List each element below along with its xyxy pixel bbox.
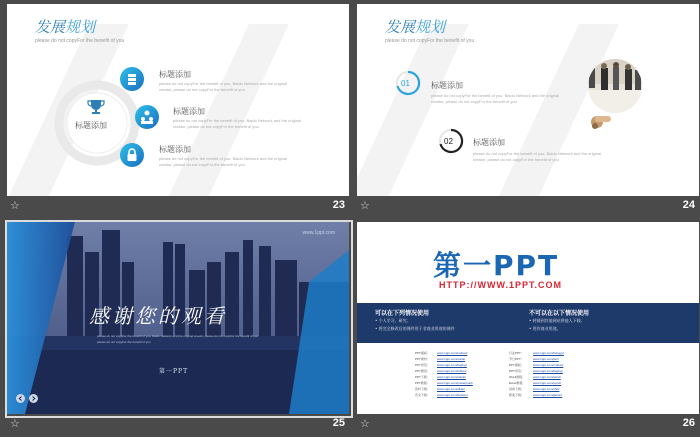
resource-link[interactable]: www.1ppt.com/jiaoan/ — [533, 393, 563, 397]
watermark-stripe — [357, 24, 469, 196]
brand-label: 第一PPT — [159, 368, 189, 375]
resource-link-label: PPT教程： — [415, 381, 430, 385]
resource-link-label: 试卷下载： — [509, 387, 525, 391]
item-1-circle — [120, 67, 144, 91]
resource-link[interactable]: www.1ppt.com/powerpoint/ — [437, 381, 473, 385]
resource-link-label: Excel教程： — [509, 381, 526, 385]
brand-url: HTTP://WWW.1PPT.COM — [439, 280, 562, 290]
slide-number: 23 — [332, 199, 345, 211]
resource-link-label: 节日PPT： — [509, 357, 524, 361]
team-icon — [135, 105, 159, 129]
thanks-subtext-2: please do not copyFor the benefit of you — [97, 340, 151, 344]
slide-title: 发展规划 — [385, 18, 446, 36]
center-label: 标题添加 — [75, 121, 107, 130]
can-use-title: 可以在下列情况使用 — [375, 310, 430, 317]
item-2-circle — [135, 105, 159, 129]
can-use-item: • 将完全修改后的课件用于非商业用途的课件 — [375, 326, 455, 331]
slide-25-footer — [7, 414, 349, 434]
resource-link-label: PPT下载： — [415, 375, 430, 379]
lock-icon — [120, 143, 144, 167]
slide-24-canvas — [357, 4, 699, 196]
item-3-circle — [120, 143, 144, 167]
resource-link-label: PPT模板： — [509, 363, 524, 367]
slide-thumbnail-26[interactable] — [357, 222, 699, 434]
cannot-use-item: • 转载到其他网站供他人下载； — [529, 318, 585, 323]
star-icon[interactable]: ☆ — [10, 199, 20, 212]
resource-link[interactable]: www.1ppt.com/shiti/ — [533, 387, 560, 391]
resource-link-label: 行业PPT： — [509, 351, 524, 355]
item-1-label: 标题添加 — [159, 70, 191, 79]
thanks-subtext: please do not copyFor the benefit of you, Baidu Network and the original creator, please do not copyFor the benefit of you — [97, 334, 259, 338]
resource-link-label: 范文下载： — [415, 393, 431, 397]
trophy-icon — [87, 99, 105, 115]
slide-26-footer — [357, 414, 699, 434]
resource-link[interactable]: www.1ppt.com/moban/ — [533, 363, 564, 367]
thanks-heading: 感谢您的观看 — [89, 304, 227, 328]
item-1-desc: please do not copyFor the benefit of you, Baidu Network and the original creator, please do not copyFor the benefit of you — [159, 81, 288, 92]
slide-thumbnail-25[interactable] — [7, 222, 349, 434]
can-use-item: • 个人学习、研究； — [375, 318, 411, 323]
website-url: www.1ppt.com — [302, 230, 335, 236]
item-3-label: 标题添加 — [159, 145, 191, 154]
item-1-desc: please do not copyFor the benefit of you, Baidu Network and the original creator, please do not copyFor the benefit of you — [431, 93, 560, 104]
usage-band — [357, 303, 699, 343]
resource-link[interactable]: www.1ppt.com/xiazai/ — [437, 375, 466, 379]
slide-24-footer — [357, 196, 699, 216]
slide-number: 25 — [332, 417, 345, 429]
resource-link[interactable]: www.1ppt.com/hangye/ — [533, 351, 565, 355]
business-meeting-photo — [585, 56, 645, 146]
star-icon[interactable]: ☆ — [360, 417, 370, 430]
slide-23-footer — [7, 196, 349, 216]
slide-thumbnail-24[interactable] — [357, 4, 699, 216]
star-icon[interactable]: ☆ — [360, 199, 370, 212]
chevron-left-icon — [18, 396, 23, 401]
slide-subtitle: please do not copyFor the benefit of you — [385, 38, 475, 44]
cannot-use-item: • 用作商业用途。 — [529, 326, 561, 331]
slide-26-canvas — [357, 222, 699, 414]
resource-link-label: PPT素材： — [415, 357, 430, 361]
resource-link[interactable]: www.1ppt.com/ziliao/ — [437, 387, 466, 391]
brand-logo: 第一PPT — [433, 249, 560, 282]
star-icon[interactable]: ☆ — [10, 417, 20, 430]
resource-link-label: PPT背景： — [415, 363, 430, 367]
slide-number: 26 — [682, 417, 695, 429]
resource-link[interactable]: www.1ppt.com/word/ — [533, 375, 561, 379]
slide-subtitle: please do not copyFor the benefit of you — [35, 38, 125, 44]
item-2-label: 标题添加 — [473, 138, 505, 147]
resource-link-label: 教案下载： — [509, 393, 525, 397]
item-2-label: 标题添加 — [173, 107, 205, 116]
resource-link[interactable]: www.1ppt.com/sucai/ — [437, 357, 466, 361]
item-2-desc: please do not copyFor the benefit of you, Baidu Network and the original creator, please do not copyFor the benefit of you — [473, 151, 602, 162]
resource-link-label: PPT背景： — [509, 369, 524, 373]
resource-link-label: PPT模板： — [415, 351, 430, 355]
cannot-use-title: 不可以在以下情况使用 — [529, 310, 590, 317]
slide-thumbnail-23[interactable] — [7, 4, 349, 216]
slide-number: 24 — [682, 199, 695, 211]
item-2-number: 02 — [444, 137, 453, 146]
resource-link[interactable]: www.1ppt.com/beijing/ — [533, 369, 563, 373]
resource-link[interactable]: www.1ppt.com/moban/ — [437, 351, 468, 355]
resource-link[interactable]: www.1ppt.com/tubiao/ — [437, 369, 467, 373]
resource-link[interactable]: www.1ppt.com/excel/ — [533, 381, 562, 385]
server-icon — [120, 67, 144, 91]
resource-link[interactable]: www.1ppt.com/fanwen/ — [437, 393, 468, 397]
item-1-number: 01 — [401, 79, 410, 88]
resource-link[interactable]: www.1ppt.com/beijing/ — [437, 363, 467, 367]
item-1-label: 标题添加 — [431, 81, 463, 90]
slide-title: 发展规划 — [35, 18, 96, 36]
slide-25-canvas — [7, 222, 349, 414]
resource-link-label: 资料下载： — [415, 387, 431, 391]
resource-link-label: Word教程： — [509, 375, 526, 379]
item-3-desc: please do not copyFor the benefit of you, Baidu Network and the original creator, please do not copyFor the benefit of you — [159, 156, 288, 167]
slide-23-canvas — [7, 4, 349, 196]
chevron-right-icon — [31, 396, 36, 401]
item-2-desc: please do not copyFor the benefit of you, Baidu Network and the original creator, please do not copyFor the benefit of you — [173, 118, 302, 129]
resource-link[interactable]: www.1ppt.com/jieri/ — [533, 357, 559, 361]
resource-link-label: PPT图表： — [415, 369, 430, 373]
